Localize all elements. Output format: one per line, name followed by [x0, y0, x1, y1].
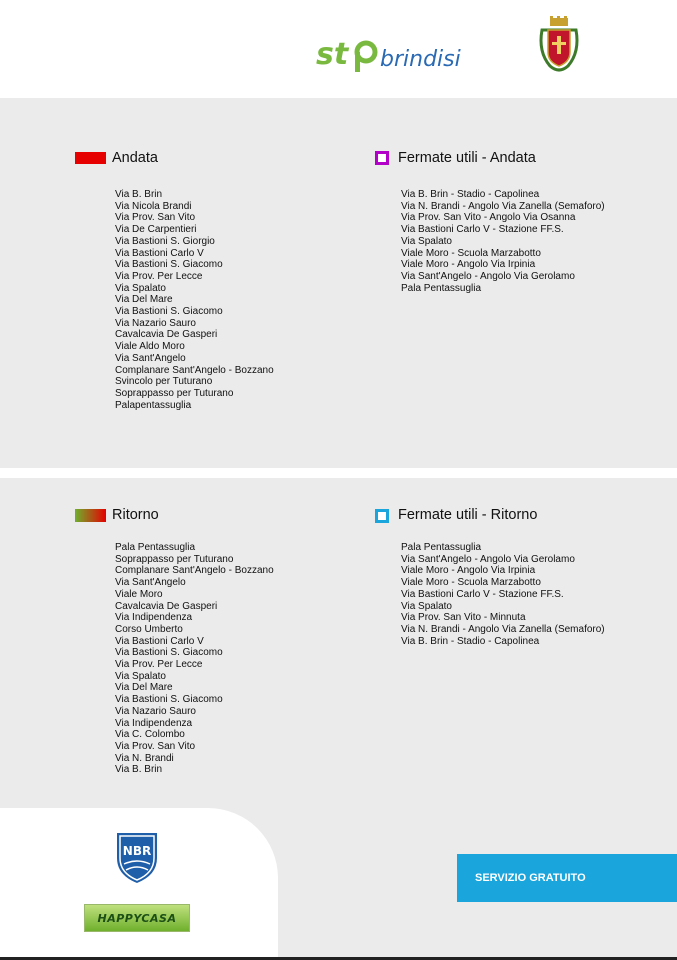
- stop-item: Via Prov. San Vito: [115, 740, 196, 752]
- stop-item: Via Prov. San Vito - Minnuta: [401, 612, 526, 624]
- service-badge: SERVIZIO GRATUITO: [457, 854, 677, 902]
- stp-brand-prefix: st: [316, 37, 349, 72]
- happycasa-logo: HAPPYCASA: [84, 904, 190, 932]
- stop-item: Via Bastioni Carlo V: [115, 247, 204, 259]
- stop-item: Via Nazario Sauro: [115, 705, 196, 717]
- stop-item: Via Prov. Per Lecce: [115, 270, 203, 282]
- stop-item: Via Spalato: [401, 600, 452, 612]
- stop-item: Palapentassuglia: [115, 399, 192, 411]
- stop-item: Via C. Colombo: [115, 729, 185, 741]
- stop-item: Viale Moro - Angolo Via Irpinia: [401, 259, 536, 271]
- stop-item: Via Indipendenza: [115, 612, 193, 624]
- andata-title: Andata: [112, 150, 158, 166]
- andata-stops-list: [115, 189, 274, 411]
- stop-item: Via N. Brandi - Angolo Via Zanella (Semaforo): [401, 200, 605, 212]
- stop-item: Via N. Brandi - Angolo Via Zanella (Semaforo): [401, 623, 605, 635]
- stop-item: Via Nazario Sauro: [115, 317, 196, 329]
- stop-item: Via B. Brin - Stadio - Capolinea: [401, 635, 540, 647]
- stp-brand-text: brindisi: [380, 47, 461, 72]
- fermate-andata-swatch: [375, 151, 389, 165]
- stop-item: Viale Moro: [115, 588, 163, 600]
- stop-item: Via Prov. San Vito - Angolo Via Osanna: [401, 212, 576, 224]
- fermate-andata-title: Fermate utili - Andata: [398, 150, 536, 166]
- stop-item: Via Bastioni S. Giacomo: [115, 306, 223, 318]
- stop-item: Via Bastioni S. Giorgio: [115, 235, 215, 247]
- stop-item: Complanare Sant'Angelo - Bozzano: [115, 565, 274, 577]
- fermate-ritorno-title: Fermate utili - Ritorno: [398, 507, 538, 523]
- stop-item: Via Prov. San Vito: [115, 212, 196, 224]
- stop-item: Soprappasso per Tuturano: [115, 553, 234, 565]
- fermate-andata-list: [401, 189, 605, 294]
- stop-item: Via Indipendenza: [115, 717, 193, 729]
- stop-item: Via B. Brin: [115, 189, 163, 200]
- stop-item: Via B. Brin - Stadio - Capolinea: [401, 189, 540, 200]
- stop-item: Via Spalato: [401, 235, 452, 247]
- ritorno-color-swatch: [75, 509, 106, 522]
- stop-item: Pala Pentassuglia: [401, 282, 482, 294]
- stop-item: Via Sant'Angelo - Angolo Via Gerolamo: [401, 553, 575, 565]
- stop-item: Viale Aldo Moro: [115, 341, 185, 353]
- stop-item: Via Sant'Angelo - Angolo Via Gerolamo: [401, 270, 575, 282]
- stop-item: Via Bastioni S. Giacomo: [115, 259, 223, 271]
- ritorno-title: Ritorno: [112, 507, 159, 523]
- header: [0, 0, 677, 98]
- stop-item: Via Del Mare: [115, 682, 173, 694]
- stop-item: Viale Moro - Angolo Via Irpinia: [401, 565, 536, 577]
- stop-item: Soprappasso per Tuturano: [115, 387, 234, 399]
- stop-item: Pala Pentassuglia: [401, 542, 482, 553]
- stop-item: Via Bastioni Carlo V - Stazione FF.S.: [401, 588, 564, 600]
- stop-item: Via De Carpentieri: [115, 224, 197, 236]
- andata-color-swatch: [75, 152, 106, 164]
- stop-item: Via Bastioni Carlo V: [115, 635, 204, 647]
- stop-item: Viale Moro - Scuola Marzabotto: [401, 577, 541, 589]
- stop-item: Via B. Brin: [115, 764, 163, 776]
- stp-brindisi-logo: [316, 30, 496, 78]
- stop-item: Via Spalato: [115, 282, 166, 294]
- fermate-ritorno-list: [401, 542, 605, 647]
- ritorno-stops-list: [115, 542, 274, 776]
- stop-item: Complanare Sant'Angelo - Bozzano: [115, 364, 274, 376]
- stop-item: Via N. Brandi: [115, 752, 174, 764]
- nbr-logo-text: NBR: [122, 844, 152, 858]
- nbr-logo: [112, 828, 162, 886]
- stop-item: Svincolo per Tuturano: [115, 376, 213, 388]
- stop-item: Via Sant'Angelo: [115, 577, 186, 589]
- stop-item: Via Bastioni S. Giacomo: [115, 647, 223, 659]
- stop-item: Via Del Mare: [115, 294, 173, 306]
- stop-item: Cavalcavia De Gasperi: [115, 329, 218, 341]
- stop-item: Via Nicola Brandi: [115, 200, 192, 212]
- stop-item: Pala Pentassuglia: [115, 542, 196, 553]
- stop-item: Via Prov. Per Lecce: [115, 659, 203, 671]
- stop-item: Cavalcavia De Gasperi: [115, 600, 218, 612]
- stop-item: Via Sant'Angelo: [115, 352, 186, 364]
- stop-item: Via Bastioni S. Giacomo: [115, 694, 223, 706]
- stop-item: Corso Umberto: [115, 623, 183, 635]
- fermate-ritorno-swatch: [375, 509, 389, 523]
- city-crest-icon: [536, 16, 582, 78]
- stop-item: Via Bastioni Carlo V - Stazione FF.S.: [401, 224, 564, 236]
- stop-item: Via Spalato: [115, 670, 166, 682]
- stop-item: Viale Moro - Scuola Marzabotto: [401, 247, 541, 259]
